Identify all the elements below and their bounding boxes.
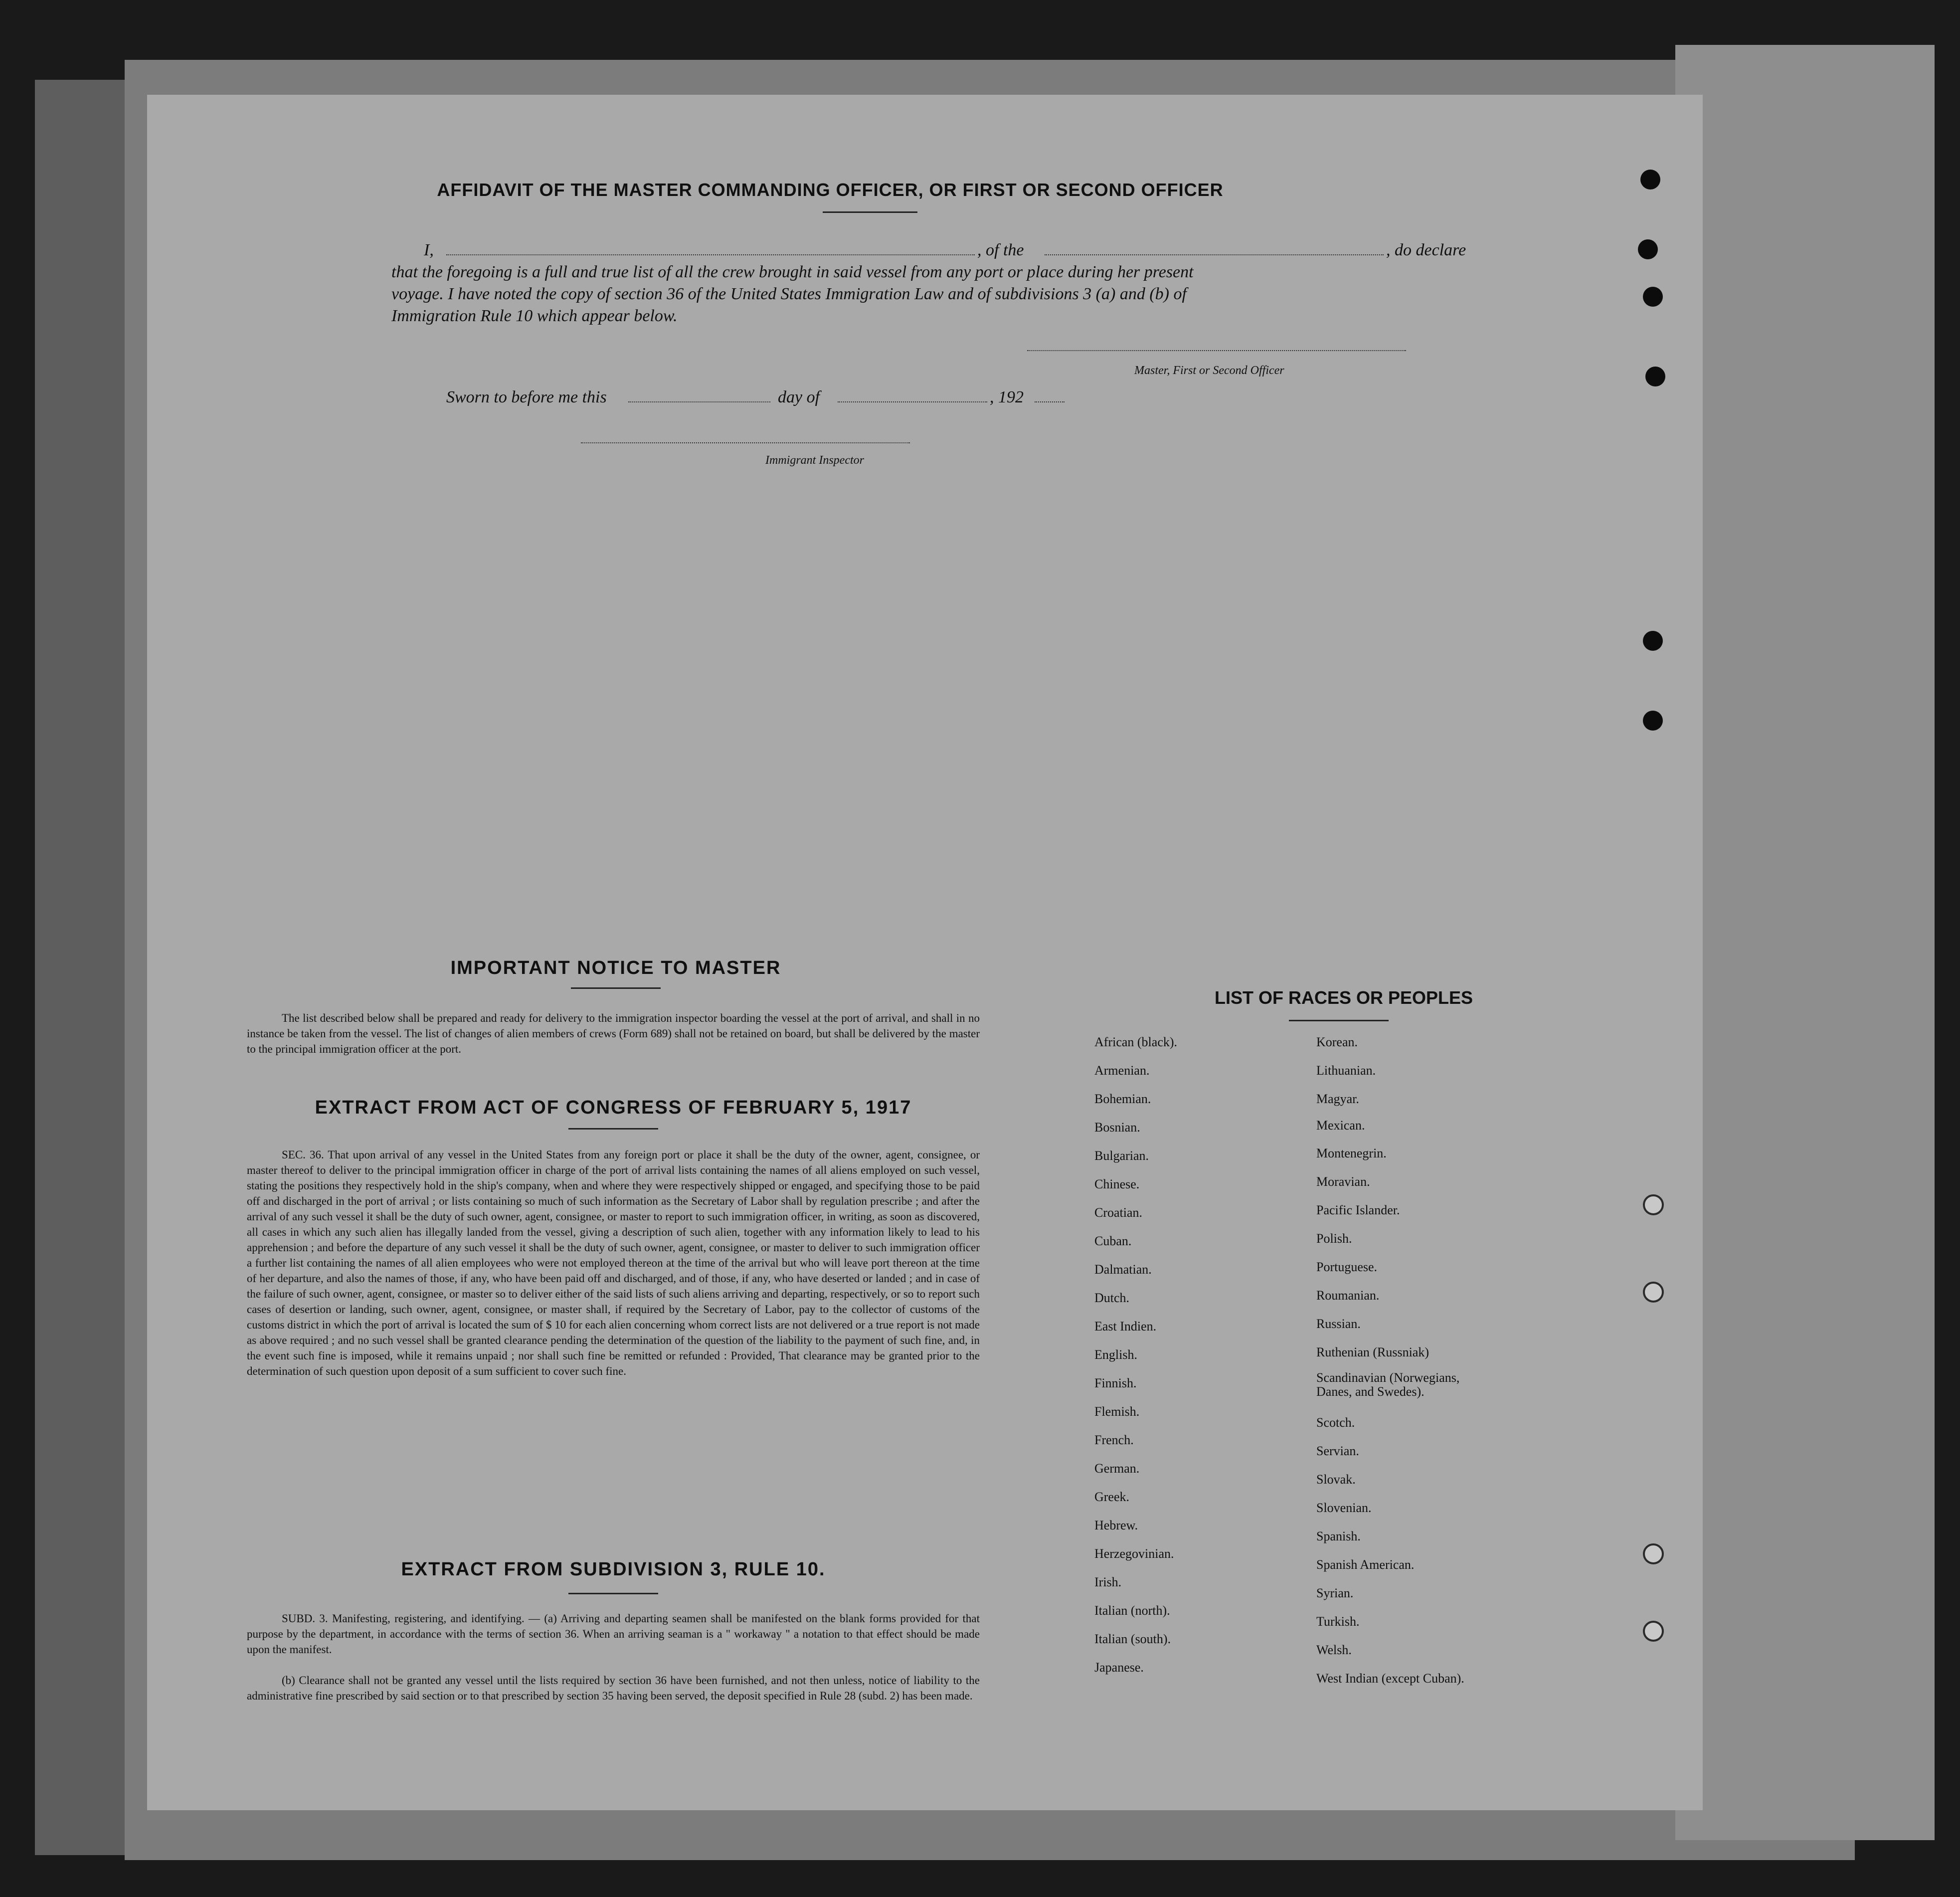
race-left-item: Croatian. [1094, 1205, 1143, 1220]
race-right-item: Magyar. [1316, 1092, 1359, 1106]
inspector-signature-label: Immigrant Inspector [765, 454, 864, 467]
race-right-item: Spanish American. [1316, 1557, 1415, 1572]
sworn-month-blank[interactable] [838, 400, 987, 402]
affidavit-line-3: voyage. I have noted the copy of section 36 of the United States Immigration Law and of subdivisions 3 (a) and (b) of [391, 285, 1187, 303]
race-left-item: African (black). [1094, 1035, 1178, 1049]
race-right-item: Lithuanian. [1316, 1063, 1376, 1078]
rule-extract-text-a: SUBD. 3. Manifesting, registering, and identifying. — (a) Arriving and departing seamen shall be manifested on the blank forms provided for that purpose by the department, in accordance with the terms of section 36. When an arriving seaman is a " workaway " a notation to that effect should be made upon the manifest. [247, 1612, 980, 1656]
punch-hole [1643, 1194, 1664, 1215]
punch-hole [1640, 170, 1660, 190]
race-left-item: Irish. [1094, 1575, 1122, 1589]
race-left-item: Hebrew. [1094, 1518, 1138, 1532]
sworn-day-of: day of [778, 388, 820, 406]
race-left-item: Italian (north). [1094, 1603, 1170, 1618]
race-left-item: Finnish. [1094, 1376, 1137, 1390]
notice-underline [571, 987, 661, 989]
race-right-item: Welsh. [1316, 1643, 1352, 1657]
race-right-item: Montenegrin. [1316, 1146, 1387, 1160]
sworn-year: , 192 [990, 388, 1024, 406]
act-extract-title: EXTRACT FROM ACT OF CONGRESS OF FEBRUARY 5, 1917 [315, 1097, 912, 1118]
race-right-item: Pacific Islander. [1316, 1203, 1400, 1217]
race-left-item: Bohemian. [1094, 1092, 1151, 1106]
affidavit-line-2: that the foregoing is a full and true list of all the crew brought in said vessel from any port or place during her present [391, 263, 1194, 281]
race-left-item: English. [1094, 1347, 1137, 1362]
race-right-item: Spanish. [1316, 1529, 1361, 1543]
race-left-item: Greek. [1094, 1490, 1130, 1504]
race-right-item: Servian. [1316, 1444, 1359, 1458]
sworn-day-blank[interactable] [628, 400, 770, 402]
race-right-item: Slovak. [1316, 1472, 1356, 1487]
affidavit-title: AFFIDAVIT OF THE MASTER COMMANDING OFFICER, OR FIRST OR SECOND OFFICER [437, 180, 1224, 200]
race-left-item: Dutch. [1094, 1291, 1130, 1305]
race-right-item: Slovenian. [1316, 1501, 1372, 1515]
race-right-item: Mexican. [1316, 1118, 1365, 1133]
punch-hole [1638, 239, 1658, 259]
punch-hole [1643, 631, 1663, 651]
affidavit-line-1-mid: , of the [977, 241, 1024, 259]
race-right-item: Syrian. [1316, 1586, 1354, 1600]
act-extract-underline [568, 1128, 658, 1130]
race-right-item: Turkish. [1316, 1614, 1360, 1629]
punch-hole [1645, 367, 1665, 386]
race-right-item: Scandinavian (Norwegians, Danes, and Swedes). [1316, 1370, 1460, 1399]
form-page [147, 95, 1703, 1810]
vessel-blank[interactable] [1045, 253, 1384, 255]
race-left-item: Chinese. [1094, 1177, 1140, 1191]
race-right-item: Polish. [1316, 1231, 1352, 1246]
race-left-item: Flemish. [1094, 1404, 1140, 1419]
affidavit-line-1-start: I, [424, 241, 434, 259]
races-title: LIST OF RACES OR PEOPLES [1214, 987, 1473, 1008]
title-underline [823, 211, 917, 213]
race-left-item: Bulgarian. [1094, 1148, 1149, 1163]
race-left-item: Herzegovinian. [1094, 1546, 1174, 1561]
race-right-item: West Indian (except Cuban). [1316, 1671, 1464, 1686]
rule-extract-title: EXTRACT FROM SUBDIVISION 3, RULE 10. [401, 1559, 826, 1580]
rule-extract-text-b: (b) Clearance shall not be granted any vessel until the lists required by section 36 have been furnished, and not then unless, notice of liability to the administrative fine prescribed by said section or to that prescribed by section 35 having been served, the deposit specified in Rule 28 (subd. 2) has been made. [247, 1674, 980, 1702]
master-signature-label: Master, First or Second Officer [1134, 364, 1284, 377]
inspector-signature-line[interactable] [581, 441, 910, 443]
race-right-item: Scotch. [1316, 1415, 1355, 1430]
race-left-item: German. [1094, 1461, 1140, 1476]
master-signature-line[interactable] [1027, 349, 1406, 351]
sworn-year-blank[interactable] [1035, 400, 1065, 402]
rule-extract-underline [568, 1593, 658, 1594]
race-right-item: Moravian. [1316, 1174, 1370, 1189]
background-sheet-right [1675, 45, 1935, 1840]
punch-hole [1643, 711, 1663, 731]
punch-hole [1643, 1621, 1664, 1642]
race-left-item: Italian (south). [1094, 1632, 1171, 1646]
race-left-item: Armenian. [1094, 1063, 1150, 1078]
punch-hole [1643, 287, 1663, 307]
notice-text: The list described below shall be prepared and ready for delivery to the immigration inspector boarding the vessel at the port of arrival, and shall in no instance be taken from the vessel. The list of changes of alien members of crews (Form 689) shall not be retained on board, but shall be delivered by the master to the principal immigration officer at the port. [247, 1012, 980, 1055]
affidavit-line-1-end: , do declare [1386, 241, 1466, 259]
race-left-item: Dalmatian. [1094, 1262, 1152, 1277]
punch-hole [1643, 1543, 1664, 1564]
affidavit-line-4: Immigration Rule 10 which appear below. [391, 307, 678, 325]
sworn-text: Sworn to before me this [446, 388, 607, 406]
name-blank[interactable] [446, 253, 975, 255]
race-right-item: Russian. [1316, 1317, 1361, 1331]
punch-hole [1643, 1282, 1664, 1303]
race-left-item: Japanese. [1094, 1660, 1144, 1675]
races-underline [1289, 1020, 1389, 1021]
race-left-item: Bosnian. [1094, 1120, 1140, 1135]
race-left-item: Cuban. [1094, 1234, 1132, 1248]
race-left-item: East Indien. [1094, 1319, 1157, 1333]
race-left-item: French. [1094, 1433, 1134, 1447]
act-extract-text: SEC. 36. That upon arrival of any vessel in the United States from any foreign port or place it shall be the duty of the owner, agent, consignee, or master thereof to deliver to the principal immigration officer in charge of the port of arrival lists containing the names of all aliens employed on such vessel, stating the positions they respectively hold in the ship's company, when and where they were respectively shipped or engaged, and specifying those to be paid off and discharged in the port of arrival ; or lists containing so much of such information as the Secretary of Labor shall by regulation prescribe ; and after the arrival of any such vessel it shall be the duty of such owner, agent, consignee, or master to report to such immigration officer, in writing, as soon as discovered, all cases in which any such alien has illegally landed from the vessel, giving a description of such alien, together with any information likely to lead to his apprehension ; and before the departure of any such vessel it shall be the duty of such owner, agent, consignee, or master to deliver to such immigration officer a further list containing the names of all alien employees who were not employed thereon at the time of the arrival but who will leave port thereon at the time of her departure, and also the names of those, if any, who have been paid off and discharged, and of those, if any, who have deserted or landed ; and in case of the failure of such owner, agent, consignee, or master so to deliver either of the said lists of such aliens arriving and departing, respectively, or so to report such cases of desertion or landing, such owner, agent, consignee, or master shall, if required by the Secretary of Labor, pay to the collector of customs of the customs district in which the port of arrival is located the sum of $ 10 for each alien concerning whom correct lists are not delivered or a true report is not made as above required ; and no such vessel shall be granted clearance pending the determination of the question of the liability to the payment of such fine, and, in the event such fine is imposed, while it remains unpaid ; nor shall such fine be remitted or refunded : Provided, That clearance may be granted prior to the determination of such question upon deposit of a sum sufficient to cover such fine. [247, 1148, 980, 1377]
race-right-item: Ruthenian (Russniak) [1316, 1345, 1429, 1359]
notice-title: IMPORTANT NOTICE TO MASTER [450, 957, 781, 978]
race-right-item: Portuguese. [1316, 1260, 1378, 1274]
race-right-item: Korean. [1316, 1035, 1358, 1049]
race-right-item: Roumanian. [1316, 1288, 1380, 1303]
